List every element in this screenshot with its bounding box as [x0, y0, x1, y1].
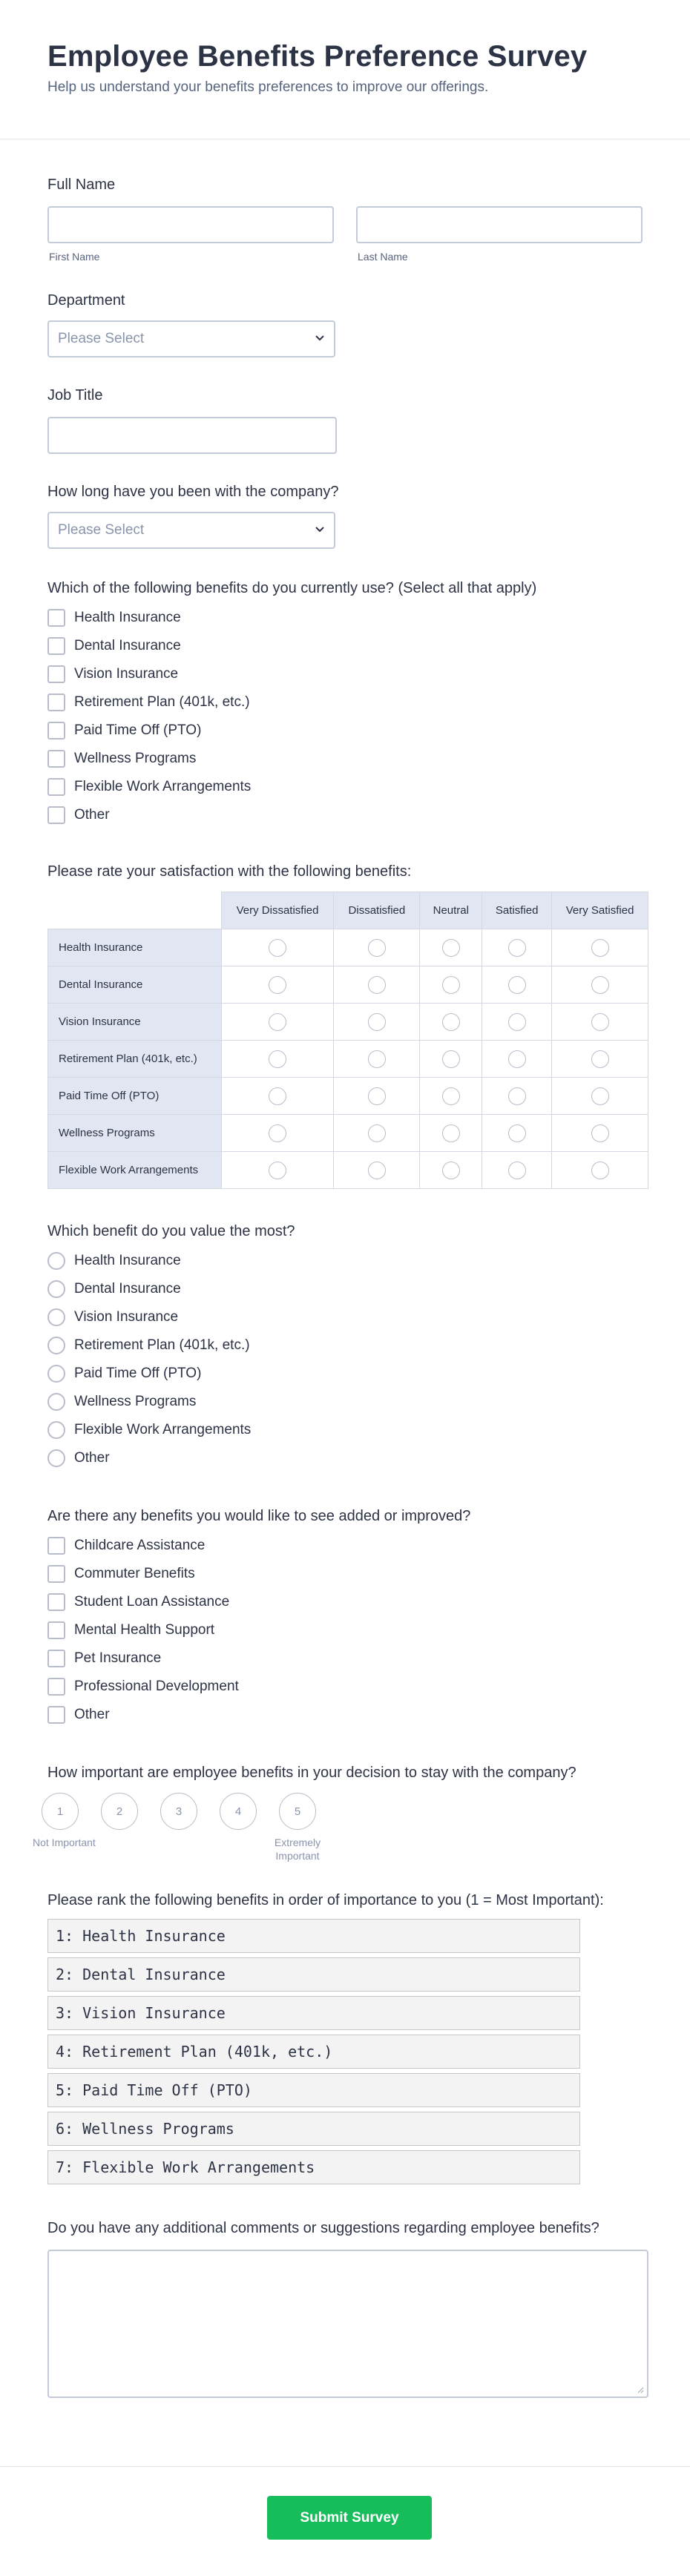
importance-label: How important are employee benefits in your decision to stay with the company? [47, 1765, 576, 1781]
current-benefits-field [47, 579, 643, 829]
comments-textarea[interactable] [47, 2250, 648, 2398]
checkbox[interactable] [47, 637, 65, 655]
matrix-radio[interactable] [591, 939, 609, 957]
tenure-label: How long have you been with the company? [47, 484, 339, 500]
matrix-radio[interactable] [591, 1050, 609, 1068]
most-valued-options [47, 1247, 643, 1472]
matrix-column-header: Very Satisfied [552, 892, 648, 929]
option-label: Commuter Benefits [74, 1566, 195, 1581]
tenure-field [47, 482, 643, 549]
radio-button[interactable] [47, 1365, 65, 1383]
option-label: Vision Insurance [74, 1309, 179, 1325]
page-subtitle: Help us understand your benefits preferences to improve our offerings. [47, 79, 489, 95]
checkbox-option[interactable] [47, 801, 643, 829]
matrix-row-header: Dental Insurance [48, 966, 222, 1004]
option-label: Other [74, 807, 110, 823]
option-label: Mental Health Support [74, 1622, 215, 1638]
checkbox[interactable] [47, 806, 65, 824]
matrix-radio[interactable] [269, 1087, 286, 1105]
checkbox-option[interactable] [47, 632, 643, 660]
matrix-radio[interactable] [368, 1162, 386, 1179]
radio-option[interactable] [47, 1444, 643, 1472]
checkbox[interactable] [47, 665, 65, 683]
checkbox-option[interactable] [47, 1701, 643, 1729]
matrix-row [48, 1115, 648, 1152]
matrix-radio[interactable] [269, 1162, 286, 1179]
radio-button[interactable] [47, 1449, 65, 1467]
matrix-radio[interactable] [508, 939, 526, 957]
form-header [0, 0, 690, 139]
matrix-radio[interactable] [442, 1124, 460, 1142]
option-label: Vision Insurance [74, 666, 179, 682]
checkbox[interactable] [47, 722, 65, 739]
checkbox-option[interactable] [47, 1673, 643, 1701]
satisfaction-label: Please rate your satisfaction with the following benefits: [47, 863, 412, 880]
matrix-row [48, 1004, 648, 1041]
matrix-row [48, 929, 648, 966]
matrix-radio[interactable] [442, 939, 460, 957]
checkbox-option[interactable] [47, 660, 643, 688]
option-label: Retirement Plan (401k, etc.) [74, 1337, 250, 1353]
added-benefits-field [47, 1506, 643, 1729]
checkbox-option[interactable] [47, 604, 643, 632]
ranking-list [47, 1919, 643, 2184]
current-benefits-options [47, 604, 643, 829]
checkbox-option[interactable] [47, 745, 643, 773]
department-select[interactable] [47, 320, 335, 358]
option-label: Other [74, 1450, 110, 1466]
last-name-input[interactable] [356, 206, 643, 243]
matrix-corner [48, 892, 222, 929]
checkbox[interactable] [47, 609, 65, 627]
checkbox[interactable] [47, 1678, 65, 1696]
matrix-radio[interactable] [442, 1050, 460, 1068]
option-label: Flexible Work Arrangements [74, 1422, 252, 1437]
matrix-radio[interactable] [591, 1162, 609, 1179]
matrix-radio[interactable] [508, 1050, 526, 1068]
radio-option[interactable] [47, 1388, 643, 1416]
matrix-radio[interactable] [508, 1124, 526, 1142]
matrix-radio[interactable] [442, 1013, 460, 1031]
job-title-label: Job Title [47, 387, 103, 403]
importance-field [33, 1763, 643, 1874]
scale-option-5[interactable]: 5 [279, 1793, 316, 1830]
form-body [0, 175, 690, 2398]
full-name-label: Full Name [47, 177, 116, 193]
matrix-radio[interactable] [269, 939, 286, 957]
option-label: Health Insurance [74, 1253, 181, 1268]
matrix-column-header: Very Dissatisfied [221, 892, 334, 929]
form-footer [0, 2466, 690, 2576]
department-field [47, 291, 643, 358]
checkbox[interactable] [47, 1650, 65, 1667]
radio-option[interactable] [47, 1247, 643, 1275]
department-placeholder: Please Select [58, 331, 145, 346]
checkbox-option[interactable] [47, 1588, 643, 1616]
checkbox[interactable] [47, 750, 65, 768]
ranking-label: Please rank the following benefits in order of importance to you (1 = Most Important): [47, 1892, 604, 1908]
option-label: Dental Insurance [74, 638, 181, 653]
checkbox-option[interactable] [47, 773, 643, 801]
rank-item[interactable]: 7: Flexible Work Arrangements [47, 2150, 580, 2184]
scale-option-2[interactable]: 2 [101, 1793, 138, 1830]
rank-item[interactable]: 6: Wellness Programs [47, 2112, 580, 2146]
page-title: Employee Benefits Preference Survey [47, 40, 588, 73]
department-label: Department [47, 292, 125, 309]
matrix-radio[interactable] [508, 976, 526, 994]
option-label: Student Loan Assistance [74, 1594, 230, 1610]
checkbox-option[interactable] [47, 717, 643, 745]
option-label: Paid Time Off (PTO) [74, 1366, 202, 1381]
rank-item[interactable]: 2: Dental Insurance [47, 1957, 580, 1992]
job-title-input[interactable] [47, 417, 337, 454]
option-label: Other [74, 1707, 110, 1722]
scale-option-4[interactable]: 4 [220, 1793, 257, 1830]
checkbox[interactable] [47, 1537, 65, 1555]
radio-option[interactable] [47, 1331, 643, 1360]
option-label: Retirement Plan (401k, etc.) [74, 694, 250, 710]
matrix-row-header: Wellness Programs [48, 1115, 222, 1152]
matrix-radio[interactable] [508, 1162, 526, 1179]
checkbox-option[interactable] [47, 1644, 643, 1673]
job-title-field [47, 386, 643, 454]
matrix-column-header: Dissatisfied [334, 892, 420, 929]
matrix-row [48, 1078, 648, 1115]
matrix-column-header: Satisfied [482, 892, 552, 929]
rank-item[interactable]: 3: Vision Insurance [47, 1996, 580, 2030]
radio-button[interactable] [47, 1252, 65, 1270]
radio-option[interactable] [47, 1416, 643, 1444]
radio-button[interactable] [47, 1393, 65, 1411]
matrix-radio[interactable] [368, 1124, 386, 1142]
chevron-down-icon [315, 524, 325, 535]
added-benefits-label: Are there any benefits you would like to see added or improved? [47, 1508, 471, 1524]
satisfaction-matrix [47, 892, 648, 1189]
matrix-radio[interactable] [269, 1124, 286, 1142]
matrix-radio[interactable] [368, 939, 386, 957]
added-benefits-options [47, 1532, 643, 1729]
matrix-radio[interactable] [508, 1013, 526, 1031]
matrix-radio[interactable] [442, 1087, 460, 1105]
rank-item[interactable]: 1: Health Insurance [47, 1919, 580, 1953]
matrix-radio[interactable] [591, 976, 609, 994]
matrix-row-header: Flexible Work Arrangements [48, 1152, 222, 1189]
checkbox[interactable] [47, 1565, 65, 1583]
comments-label: Do you have any additional comments or suggestions regarding employee benefits? [47, 2220, 599, 2236]
option-label: Health Insurance [74, 610, 181, 625]
first-name-input[interactable] [47, 206, 334, 243]
matrix-radio[interactable] [368, 976, 386, 994]
checkbox[interactable] [47, 694, 65, 711]
matrix-radio[interactable] [368, 1050, 386, 1068]
rank-item[interactable]: 5: Paid Time Off (PTO) [47, 2073, 580, 2107]
option-label: Wellness Programs [74, 751, 197, 766]
last-name-sublabel: Last Name [358, 251, 408, 263]
tenure-select[interactable] [47, 512, 335, 549]
option-label: Dental Insurance [74, 1281, 181, 1297]
scale-option-1[interactable]: 1 [42, 1793, 79, 1830]
matrix-radio[interactable] [368, 1087, 386, 1105]
ranking-field [47, 1891, 643, 2184]
scale-low-caption: Not Important [33, 1837, 96, 1848]
matrix-radio[interactable] [269, 1050, 286, 1068]
scale-option-3[interactable]: 3 [160, 1793, 197, 1830]
matrix-column-header: Neutral [420, 892, 482, 929]
radio-button[interactable] [47, 1337, 65, 1354]
current-benefits-label: Which of the following benefits do you currently use? (Select all that apply) [47, 580, 537, 596]
rank-item[interactable]: 4: Retirement Plan (401k, etc.) [47, 2035, 580, 2069]
full-name-field [47, 175, 643, 263]
option-label: Wellness Programs [74, 1394, 197, 1409]
tenure-placeholder: Please Select [58, 522, 145, 538]
radio-option[interactable] [47, 1360, 643, 1388]
matrix-radio[interactable] [269, 1013, 286, 1031]
most-valued-label: Which benefit do you value the most? [47, 1223, 295, 1239]
radio-button[interactable] [47, 1308, 65, 1326]
option-label: Professional Development [74, 1679, 239, 1694]
checkbox-option[interactable] [47, 1532, 643, 1560]
matrix-radio[interactable] [591, 1013, 609, 1031]
matrix-radio[interactable] [442, 1162, 460, 1179]
checkbox[interactable] [47, 1593, 65, 1611]
checkbox-option[interactable] [47, 1560, 643, 1588]
resize-handle-icon[interactable] [637, 2386, 644, 2394]
checkbox-option[interactable] [47, 1616, 643, 1644]
matrix-radio[interactable] [442, 976, 460, 994]
scale-high-caption-line1: Extremely [274, 1837, 321, 1848]
matrix-radio[interactable] [269, 976, 286, 994]
radio-option[interactable] [47, 1303, 643, 1331]
matrix-row [48, 966, 648, 1004]
option-label: Childcare Assistance [74, 1538, 206, 1553]
comments-field [47, 2218, 643, 2398]
matrix-row-header: Paid Time Off (PTO) [48, 1078, 222, 1115]
checkbox[interactable] [47, 1621, 65, 1639]
matrix-radio[interactable] [368, 1013, 386, 1031]
option-label: Flexible Work Arrangements [74, 779, 252, 794]
matrix-radio[interactable] [508, 1087, 526, 1105]
checkbox[interactable] [47, 1706, 65, 1724]
chevron-down-icon [315, 333, 325, 343]
option-label: Paid Time Off (PTO) [74, 722, 202, 738]
checkbox[interactable] [47, 778, 65, 796]
satisfaction-field [47, 862, 643, 1189]
scale-high-caption-line2: Important [275, 1850, 320, 1862]
submit-button[interactable]: Submit Survey [267, 2496, 432, 2540]
first-name-sublabel: First Name [49, 251, 100, 263]
matrix-row-header: Vision Insurance [48, 1004, 222, 1041]
matrix-radio[interactable] [591, 1124, 609, 1142]
radio-button[interactable] [47, 1421, 65, 1439]
matrix-row-header: Health Insurance [48, 929, 222, 966]
matrix-row [48, 1152, 648, 1189]
matrix-row-header: Retirement Plan (401k, etc.) [48, 1041, 222, 1078]
checkbox-option[interactable] [47, 688, 643, 717]
most-valued-field [47, 1222, 643, 1472]
matrix-radio[interactable] [591, 1087, 609, 1105]
matrix-row [48, 1041, 648, 1078]
importance-scale [33, 1793, 643, 1874]
option-label: Pet Insurance [74, 1650, 162, 1666]
radio-option[interactable] [47, 1275, 643, 1303]
radio-button[interactable] [47, 1280, 65, 1298]
